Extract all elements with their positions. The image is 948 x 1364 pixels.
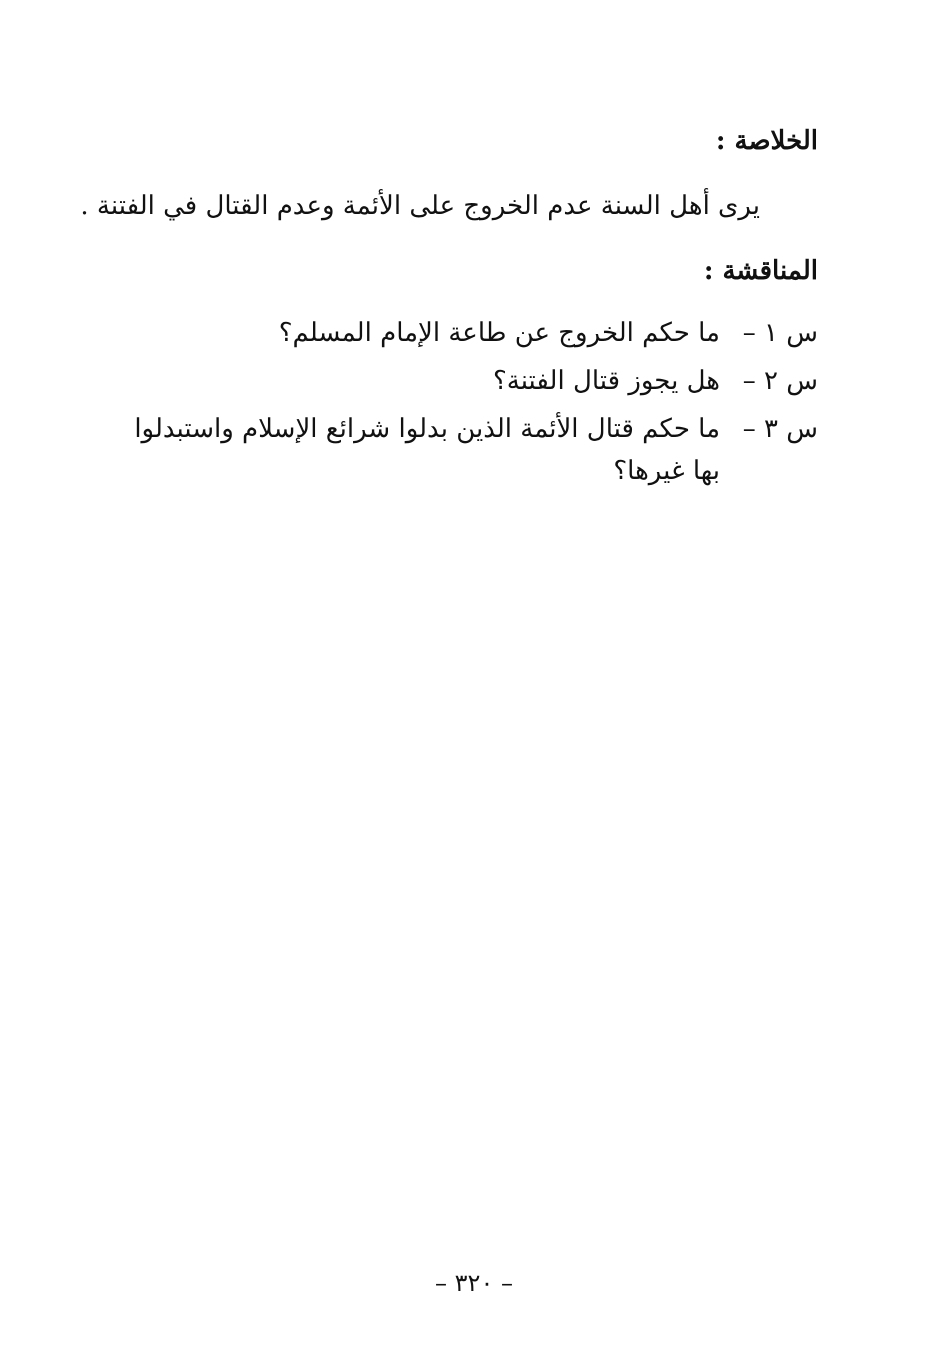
question-text: ما حكم قتال الأئمة الذين بدلوا شرائع الإسلام واستبدلوا بها غيرها؟ [134, 414, 720, 486]
question-number: س ٢ – [742, 366, 818, 396]
question-number: س ٣ – [742, 414, 818, 444]
summary-text: يرى أهل السنة عدم الخروج على الأئمة وعدم القتال في الفتنة . [80, 191, 760, 221]
question-item [108, 312, 818, 354]
question-text: هل يجوز قتال الفتنة؟ [492, 366, 720, 396]
summary-heading: الخلاصة : [715, 126, 818, 156]
question-text: ما حكم الخروج عن طاعة الإمام المسلم؟ [278, 318, 720, 348]
discussion-heading: المناقشة : [703, 256, 818, 286]
question-item [108, 360, 818, 402]
page-number: – ٣٢٠ – [435, 1269, 513, 1297]
question-item [108, 408, 818, 492]
question-number: س ١ – [742, 318, 818, 348]
questions-list [108, 312, 818, 498]
